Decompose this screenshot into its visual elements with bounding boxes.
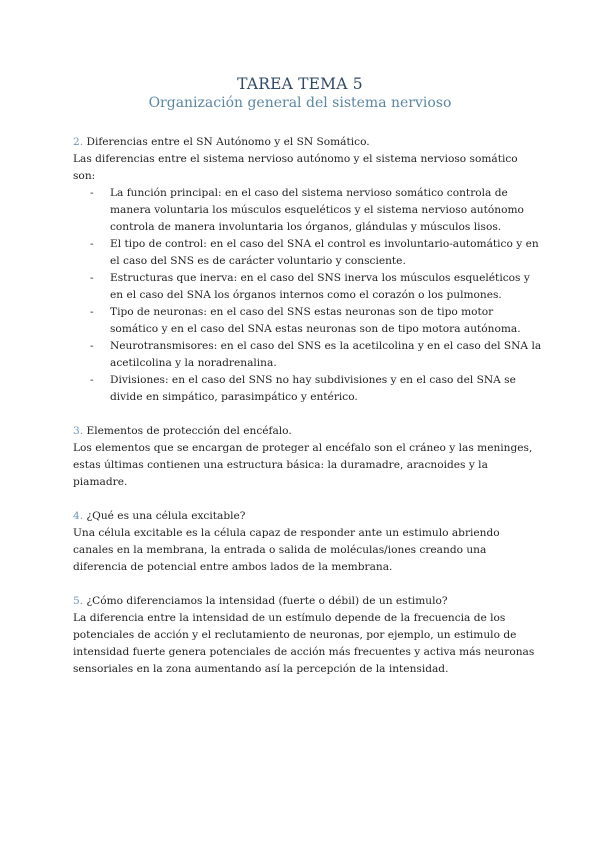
section-heading (73, 423, 543, 440)
section-number: 3. (73, 425, 84, 437)
list-item-text: Tipo de neuronas: en el caso del SNS estas neuronas son de tipo motor somático y en el caso del SNA estas neuronas son de tipo motora autónoma. (110, 306, 521, 335)
section-2 (73, 134, 543, 406)
section-body: Una célula excitable es la célula capaz de responder ante un estimulo abriendo canales en la membrana, la entrada o salida de moléculas/iones creando una diferencia de potencial entre ambos lados de la membrana. (73, 527, 500, 573)
list-item-text: Neurotransmisores: en el caso del SNS es la acetilcolina y en el caso del SNA la acetilcolina y la noradrenalina. (110, 340, 542, 369)
section-4 (73, 508, 543, 576)
section-heading (73, 134, 543, 151)
list-item (73, 236, 543, 270)
page-subtitle: Organización general del sistema nervioso (148, 95, 452, 111)
section-number: 2. (73, 136, 84, 148)
bullet-dash: - (90, 238, 94, 250)
bullet-dash: - (90, 187, 94, 199)
bullet-dash: - (90, 272, 94, 284)
bullet-dash: - (90, 306, 94, 318)
list-item-text: Divisiones: en el caso del SNS no hay subdivisiones y en el caso del SNA se divide en simpático, parasimpático y entérico. (110, 374, 516, 403)
section-heading-text: ¿Cómo diferenciamos la intensidad (fuerte o débil) de un estimulo? (83, 595, 448, 607)
list-item (73, 304, 543, 338)
section-heading-text: Elementos de protección del encéfalo. (83, 425, 292, 437)
differences-list (73, 185, 543, 406)
list-item-text: La función principal: en el caso del sistema nervioso somático controla de manera voluntaria los músculos esqueléticos y el sistema nervioso autónomo controla de manera involuntaria los órganos, glándulas y músculos lisos. (110, 187, 524, 233)
document-body (73, 134, 543, 695)
section-body: Los elementos que se encargan de proteger al encéfalo son el cráneo y las meninges, estas últimas contienen una estructura básica: la duramadre, aracnoides y la piamadre. (73, 442, 533, 488)
section-body: La diferencia entre la intensidad de un estímulo depende de la frecuencia de los potenciales de acción y el reclutamiento de neuronas, por ejemplo, un estimulo de intensidad fuerte genera potenciales de acción más frecuentes y activa más neuronas sensoriales en la zona aumentando así la percepción de la intensidad. (73, 612, 535, 675)
page-title: TAREA TEMA 5 (237, 75, 363, 93)
list-item (73, 185, 543, 236)
section-intro: Las diferencias entre el sistema nervioso autónomo y el sistema nervioso somático son: (73, 153, 518, 182)
bullet-dash: - (90, 340, 94, 352)
section-heading-text: Diferencias entre el SN Autónomo y el SN Somático. (83, 136, 370, 148)
section-3 (73, 423, 543, 491)
list-item (73, 372, 543, 406)
section-heading (73, 593, 543, 610)
list-item-text: El tipo de control: en el caso del SNA el control es involuntario-automático y en el caso del SNS es de carácter voluntario y consciente. (110, 238, 539, 267)
section-heading-text: ¿Qué es una célula excitable? (83, 510, 246, 522)
section-number: 5. (73, 595, 84, 607)
list-item-text: Estructuras que inerva: en el caso del SNS inerva los músculos esqueléticos y en el caso del SNA los órganos internos como el corazón o los pulmones. (110, 272, 530, 301)
section-number: 4. (73, 510, 84, 522)
section-5 (73, 593, 543, 678)
bullet-dash: - (90, 374, 94, 386)
list-item (73, 270, 543, 304)
list-item (73, 338, 543, 372)
section-heading (73, 508, 543, 525)
